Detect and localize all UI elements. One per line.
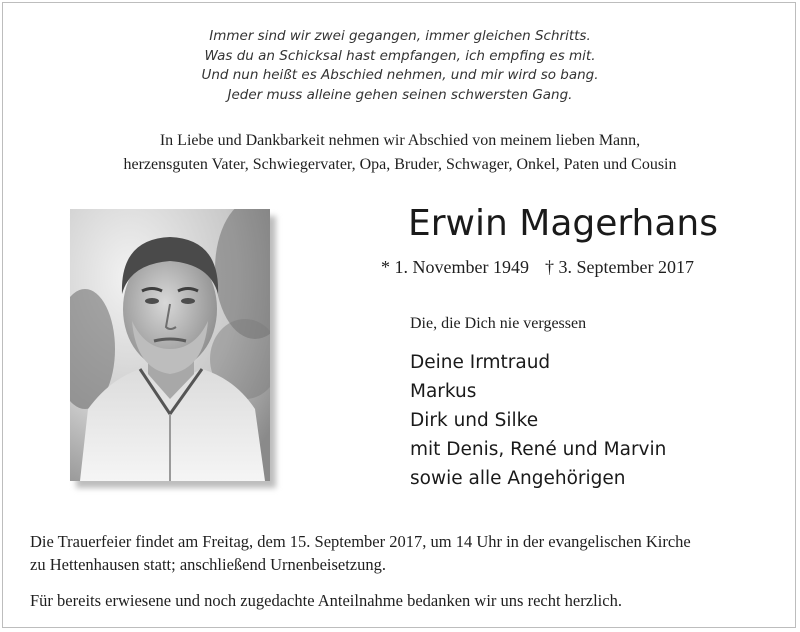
poem-line: Jeder muss alleine gehen seinen schwersten Gang. <box>227 86 573 103</box>
family-list <box>410 348 666 493</box>
portrait-photo <box>70 209 270 481</box>
portrait-image <box>70 209 270 481</box>
never-forget-line: Die, die Dich nie vergessen <box>410 315 587 332</box>
poem-line: Immer sind wir zwei gegangen, immer gleichen Schritts. <box>209 28 591 44</box>
poem <box>0 27 800 105</box>
intro-line: In Liebe und Dankbarkeit nehmen wir Abschied von meinem lieben Mann, <box>159 132 641 149</box>
service-line: Die Trauerfeier findet am Freitag, dem 15. September 2017, um 14 Uhr in der evangelischen Kirche <box>30 532 691 551</box>
family-member: sowie alle Angehörigen <box>410 468 626 489</box>
family-member: Markus <box>410 381 477 402</box>
thanks-line: Für bereits erwiesene und noch zugedachte Anteilnahme bedanken wir uns recht herzlich. <box>30 591 622 610</box>
service-line: zu Hettenhausen statt; anschließend Urnenbeisetzung. <box>30 555 387 574</box>
family-member: Dirk und Silke <box>410 410 539 431</box>
family-member: mit Denis, René und Marvin <box>410 439 667 460</box>
birth-date: * 1. November 1949 <box>381 257 529 277</box>
life-dates <box>381 255 694 279</box>
intro-line: herzensguten Vater, Schwiegervater, Opa, Bruder, Schwager, Onkel, Paten und Cousin <box>123 156 677 173</box>
poem-line: Was du an Schicksal hast empfangen, ich empfing es mit. <box>204 47 596 64</box>
poem-line: Und nun heißt es Abschied nehmen, und mir wird so bang. <box>201 67 599 83</box>
death-date: † 3. September 2017 <box>544 257 694 277</box>
service-info <box>30 530 790 576</box>
intro-text <box>0 129 800 177</box>
family-member: Deine Irmtraud <box>410 352 551 373</box>
deceased-name: Erwin Magerhans <box>408 203 718 244</box>
